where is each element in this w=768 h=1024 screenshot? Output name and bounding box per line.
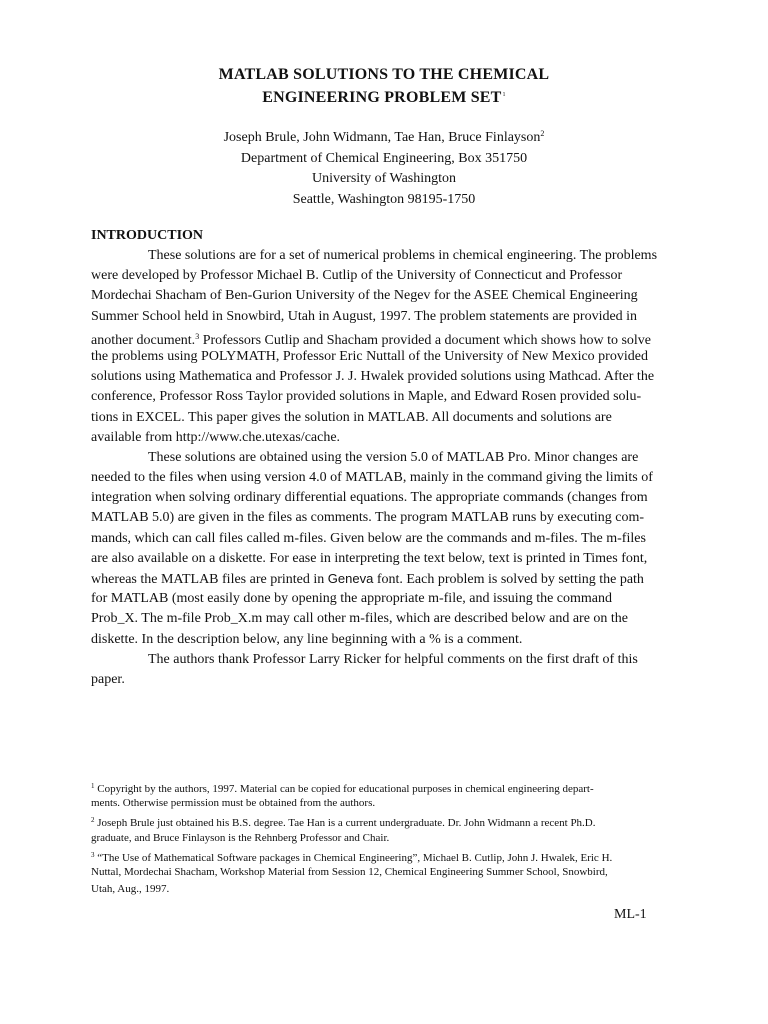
title-footnote-mark: 1 [502,92,506,98]
body-line: tions in EXCEL. This paper gives the solution in MATLAB. All documents and solutions are [91,409,612,425]
author-block [0,124,768,210]
section-heading: INTRODUCTION [91,228,204,243]
body-line: integration when solving ordinary differential equations. The appropriate commands (changes from [91,490,648,506]
footnote-3-line: Nuttal, Mordechai Shacham, Workshop Material from Session 12, Chemical Engineering Summer School, Snowbird, [91,865,608,878]
body-line: another document.$^3$ Professors Cutlip and Shacham provided a document which shows how to solve [91,331,652,348]
body-line: the problems using POLYMATH, Professor Eric Nuttall of the University of New Mexico provided [91,348,648,364]
body-line: Summer School held in Snowbird, Utah in August, 1997. The problem statements are provided in [91,308,638,324]
footnote-3-line: $^3$ “The Use of Mathematical Software packages in Chemical Engineering”, Michael B. Cutlip, John J. Hwalek, Eric H. [91,850,613,864]
affiliation-address: Seattle, Washington 98195-1750 [292,191,476,207]
body-line: are also available on a diskette. For ease in interpreting the text below, text is printed in Times font, [91,550,648,566]
affiliation-university: University of Washington [311,171,457,186]
footnotes [91,778,701,898]
footnote-1-line: $^1$ Copyright by the authors, 1997. Material can be copied for educational purposes in chemical engineering depart- [91,782,594,795]
body-line: These solutions are for a set of numerical problems in chemical engineering. The problems [148,248,658,263]
body-line: MATLAB 5.0) are given in the files as comments. The program MATLAB runs by executing com- [91,510,645,526]
body-line: paper. [91,671,125,687]
body-line: available from http://www.che.utexas/cache. [91,429,341,445]
footnote-1-line: ments. Otherwise permission must be obtained from the authors. [91,797,376,810]
reference-mark: 3 [195,331,200,341]
introduction-body [91,246,701,690]
body-line: needed to the files when using version 4.0 of MATLAB, mainly in the command giving the limits of [91,470,653,486]
title-line-1: MATLAB SOLUTIONS TO THE CHEMICAL [218,66,550,83]
body-line: The authors thank Professor Larry Ricker for helpful comments on the first draft of this [148,651,638,667]
body-line: solutions using Mathematica and Professor J. J. Hwalek provided solutions using Mathcad. After the [91,369,655,385]
footnote-2-line: graduate, and Bruce Finlayson is the Rehnberg Professor and Chair. [91,831,390,844]
body-line: diskette. In the description below, any line beginning with a % is a comment. [91,631,523,647]
footnote-2-line: $^2$ Joseph Brule just obtained his B.S. degree. Tae Han is a current undergraduate. Dr. John Widmann a recent Ph.D. [91,816,596,830]
affiliation-department: Department of Chemical Engineering, Box 351750 [240,150,528,166]
author-names: Joseph Brule, John Widmann, Tae Han, Bruce Finlayson$^2$ [223,129,545,145]
body-line: conference, Professor Ross Taylor provided solutions in Maple, and Edward Rosen provided solu- [91,389,642,405]
footnote-3-line: Utah, Aug., 1997. [91,883,170,896]
body-line: Prob_X. The m-file Prob_X.m may call other m-files, which are described below and are on the [91,611,629,627]
body-line: Mordechai Shacham of Ben-Gurion University of the Negev for the ASEE Chemical Engineering [91,288,638,304]
body-line: These solutions are obtained using the version 5.0 of MATLAB Pro. Minor changes are [148,449,639,465]
body-line: whereas the MATLAB files are printed in Geneva font. Each problem is solved by setting the path [91,571,644,587]
body-line: were developed by Professor Michael B. Cutlip of the University of Connecticut and Professor [91,268,623,284]
page-number: ML-1 [614,907,647,922]
body-line: mands, which can call files called m-files. Given below are the commands and m-files. The m-files [91,530,646,546]
geneva-font-sample: Geneva [327,571,374,586]
body-line: for MATLAB (most easily done by opening the appropriate m-file, and issuing the command [91,591,613,607]
title-line-2: ENGINEERING PROBLEM SET$^1$ [262,89,506,106]
authors-footnote-mark: 2 [540,129,545,138]
